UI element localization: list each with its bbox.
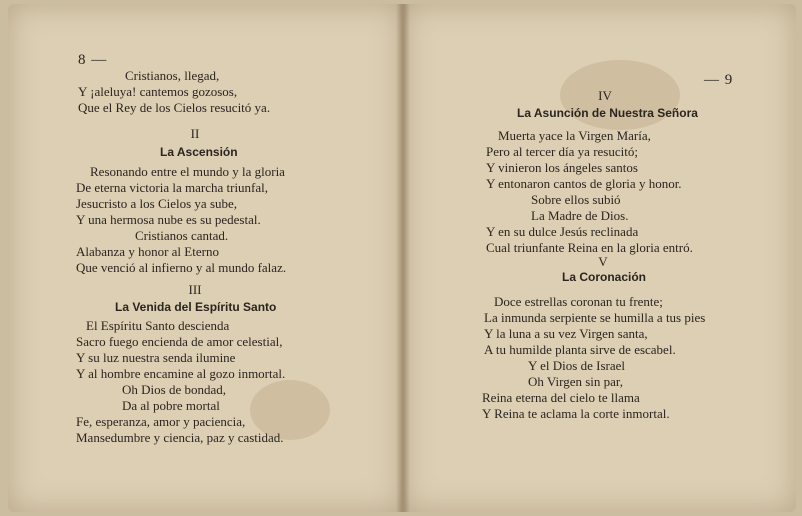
section-numeral: III bbox=[188, 282, 202, 297]
verse-line: Y el Dios de Israel bbox=[528, 358, 625, 373]
section-title: La Asunción de Nuestra Señora bbox=[517, 106, 698, 120]
section-title: La Ascensión bbox=[160, 145, 238, 159]
verse-line: Fe, esperanza, amor y paciencia, bbox=[76, 414, 246, 429]
page-number-right: — 9 bbox=[704, 72, 734, 88]
section-numeral: II bbox=[190, 126, 200, 141]
section-title: La Coronación bbox=[562, 270, 647, 284]
section-numeral: IV bbox=[598, 88, 612, 103]
verse-line: Cristianos, llegad, bbox=[125, 68, 220, 83]
verse-line: Cristianos cantad. bbox=[135, 228, 229, 243]
verse-line: Que venció al infierno y al mundo falaz. bbox=[76, 260, 287, 275]
verse-line: Oh Virgen sin par, bbox=[528, 374, 623, 389]
verse-line: Y al hombre encamine al gozo inmortal. bbox=[76, 366, 286, 381]
verse-line: Da al pobre mortal bbox=[122, 398, 220, 413]
verse-line: Y en su dulce Jesús reclinada bbox=[486, 224, 639, 239]
verse-line: Resonando entre el mundo y la gloria bbox=[90, 164, 285, 179]
verse-line: Y su luz nuestra senda ilumine bbox=[76, 350, 236, 365]
verse-line: Jesucristo a los Cielos ya sube, bbox=[76, 196, 238, 211]
verse-line: Pero al tercer día ya resucitó; bbox=[486, 144, 638, 159]
verse-line: Y entonaron cantos de gloria y honor. bbox=[486, 176, 682, 191]
verse-line: Cual triunfante Reina en la gloria entró. bbox=[486, 240, 693, 255]
verse-line: Y vinieron los ángeles santos bbox=[486, 160, 638, 175]
verse-line: Alabanza y honor al Eterno bbox=[76, 244, 219, 259]
verse-line: Sobre ellos subió bbox=[531, 192, 621, 207]
verse-line: Y ¡aleluya! cantemos gozosos, bbox=[78, 84, 238, 99]
verse-line: Muerta yace la Virgen María, bbox=[498, 128, 651, 143]
verse-line: Mansedumbre y ciencia, paz y castidad. bbox=[76, 430, 284, 445]
binding-gutter bbox=[396, 4, 410, 512]
verse-line: De eterna victoria la marcha triunfal, bbox=[76, 180, 269, 195]
section-title: La Venida del Espíritu Santo bbox=[115, 300, 277, 314]
verse-line: La Madre de Dios. bbox=[531, 208, 629, 223]
verse-line: Doce estrellas coronan tu frente; bbox=[494, 294, 663, 309]
verse-line: Y la luna a su vez Virgen santa, bbox=[484, 326, 648, 341]
verse-line: Sacro fuego encienda de amor celestial, bbox=[76, 334, 283, 349]
verse-line: Y una hermosa nube es su pedestal. bbox=[76, 212, 261, 227]
verse-line: La inmunda serpiente se humilla a tus pies bbox=[484, 310, 706, 325]
page-number-left: 8 — bbox=[78, 52, 108, 68]
verse-line: El Espíritu Santo descienda bbox=[86, 318, 230, 333]
verse-line: Oh Dios de bondad, bbox=[122, 382, 226, 397]
section-numeral: V bbox=[598, 254, 608, 269]
verse-line: A tu humilde planta sirve de escabel. bbox=[484, 342, 676, 357]
verse-line: Y Reina te aclama la corte inmortal. bbox=[482, 406, 670, 421]
verse-line: Reina eterna del cielo te llama bbox=[482, 390, 640, 405]
verse-line: Que el Rey de los Cielos resucitó ya. bbox=[78, 100, 271, 115]
